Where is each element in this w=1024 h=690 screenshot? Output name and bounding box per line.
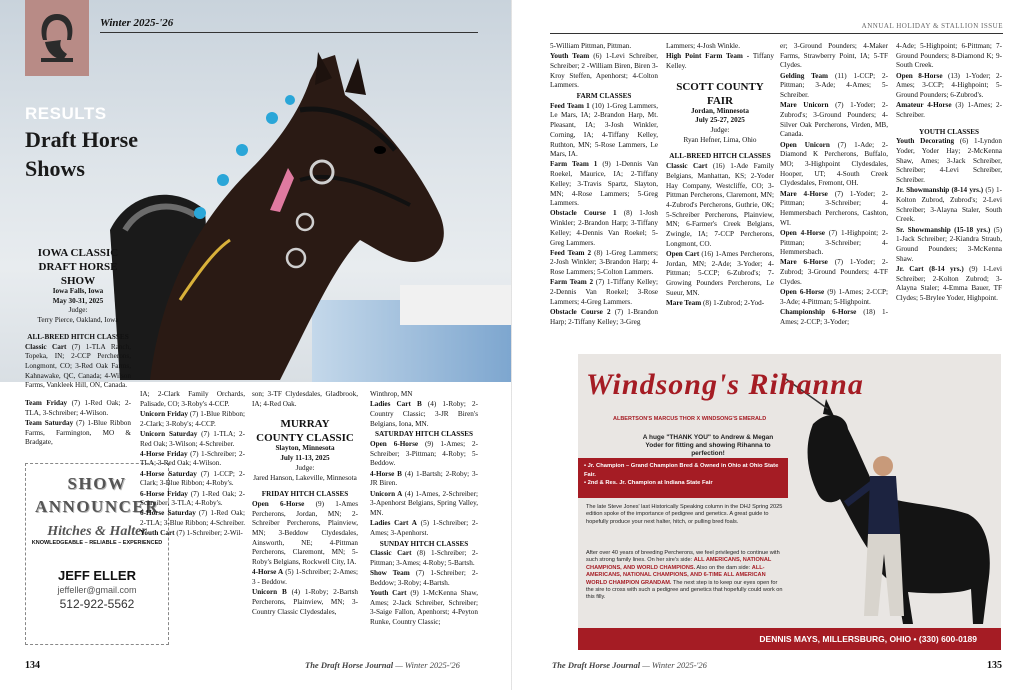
results-column-1: [550, 42, 658, 328]
article-title-line-2: Shows: [25, 156, 85, 181]
page-number: 135: [987, 660, 1002, 671]
result-entry: Lammers; 4-Josh Winkle.: [666, 42, 741, 50]
result-entry: Mare Unicorn (7) 1-Yoder; 2-Zubrod's; 3-Ground Pounders; 4-Silver Oak Percherons, Virden, MB, Canada.: [780, 101, 888, 139]
section-heading: SUNDAY HITCH CLASSES: [379, 539, 469, 548]
show-name-line-2: COUNTY CLASSIC: [256, 432, 354, 445]
result-entry: Obstacle Course 1 (8) 1-Josh Winkler; 2-Brandon Harp; 3-Tiffany Kelley; 4-Dennis Van Roekel; 5-Greg Lammers.: [550, 209, 658, 247]
ad-line-1: SHOW: [67, 474, 127, 493]
results-column-2: [666, 42, 774, 309]
ad-name: JEFF ELLER: [57, 568, 136, 583]
result-entry: son; 3-TF Clydesdales, Gladbrook, IA; 4-Red Oak.: [252, 390, 358, 408]
result-entry: Amateur 4-Horse (3) 1-Ames; 2-Schreiber.: [896, 101, 1002, 119]
ad-line-2: ANNOUNCER: [35, 497, 159, 516]
result-entry: Mare 6-Horse (7) 1-Yoder; 2-Zubrod; 3-Ground Pounders; 4-TF Clydes.: [780, 258, 889, 286]
show-dates: May 30-31, 2025: [52, 296, 104, 305]
show-name-line-1: IOWA CLASSIC: [37, 247, 119, 259]
section-kicker: RESULTS: [25, 104, 107, 123]
section-heading: SATURDAY HITCH CLASSES: [375, 430, 473, 439]
issue-header: Winter 2025-'26: [100, 17, 478, 33]
result-entry: Classic Cart (8) 1-Schreiber; 2-Pittman; 3-Ames; 4-Roby; 5-Bartsh.: [370, 549, 478, 567]
result-entry: Open Unicorn (7) 1-Ade; 2-Diamond K Percherons, Buffalo, MO; 3-Highpoint Clydesdales, Hooper, UT; 4-South Creek Clydesdales, Fremont, OH.: [780, 140, 889, 188]
page-number: 134: [25, 660, 40, 671]
result-entry: 6-Horse Friday (7) 1-Red Oak; 2-Schreiber; 3-TLA; 4-Roby's.: [140, 489, 245, 508]
result-entry: 4-Ade; 5-Highpoint; 6-Pittman; 7-Ground Pounders; 8-Diamond K; 9-South Creek.: [896, 42, 1002, 70]
result-entry: 4-Horse Friday (7) 1-Schreiber; 2-TLA; 3-Red Oak; 4-Wilson.: [140, 449, 245, 468]
judge-label: Judge:: [710, 126, 730, 135]
result-entry: Youth Decorating (6) 1-Lyndon Yoder, Yoder Hay; 2-McKenna Shaw, Ames; 3-Jack Schreiber, Schreiber; 4-Levi Schreiber, Schreiber.: [896, 137, 1002, 185]
result-entry: Open 6-Horse (9) 1-Ames; 2-CCP; 3-Ade; 4-Pittman; 5-Highpoint.: [780, 288, 889, 306]
ad-award-1: • Jr. Champion – Grand Champion Bred & Owned in Ohio at Ohio State Fair.: [584, 463, 779, 478]
journal-footer: The Draft Horse Journal — Winter 2025-'26: [552, 660, 707, 670]
result-entry: Feed Team 2 (8) 1-Greg Lammers; 2-Josh Winkler; 3-Brandon Harp; 4-Rose Lammers; 5-Colton Lammers.: [550, 248, 658, 277]
judge-name: Jared Hanson, Lakeville, Minnesota: [253, 473, 357, 482]
results-column-4: [370, 390, 478, 628]
result-entry: er; 3-Ground Pounders; 4-Maker Farms, Strawberry Point, IA; 5-TF Clydes.: [780, 42, 888, 70]
results-column-3: [780, 42, 888, 328]
show-name-line-1: MURRAY: [280, 418, 330, 431]
result-entry: Open 6-Horse (9) 1-Ames; 2-Schreiber; 3-Pittman; 4-Roby; 5-Beddow.: [370, 440, 478, 468]
result-entry: Classic Cart (7) 1-TLA Ranch, Topeka, IN; 2-CCP Percherons, Longmont, CO; 3-Red Oak Farms, Kahnawake, QC, Canada; 4-Wilson Farms, Vankleek Hill, ON, Canada.: [25, 342, 131, 390]
result-entry: Show Team (7) 1-Schreiber; 2-Beddow; 3-Roby; 4-Bartsh.: [370, 569, 478, 587]
show-name-line-2: DRAFT HORSE: [38, 261, 118, 273]
article-title: [25, 125, 138, 183]
result-entry: Jr. Showmanship (8-14 yrs.) (5) 1-Kolton Zubrod, Zubrod's; 2-Levi Schreiber; 3-Alayna Staler, South Creek.: [896, 186, 1002, 224]
result-entry: Feed Team 1 (10) 1-Greg Lammers, Le Mars, IA; 2-Brandon Harp, Mt. Pleasant, IA; 3-Josh Winkler, Corning, IA; 4-Tiffany Kelley, Ruthton, MN; 5-Rose Lammers, Le Mars, IA.: [550, 101, 658, 159]
judge-label: Judge:: [68, 306, 88, 315]
ad-subtitle: ALBERTSON'S MARCUS THOR X WINDSONG'S EMERALD: [613, 416, 767, 422]
result-entry: Youth Cart (7) 1-Schreiber; 2-Wil-: [140, 529, 243, 538]
section-heading: ALL-BREED HITCH CLASSES: [669, 152, 771, 161]
result-entry: Farm Team 1 (9) 1-Dennis Van Roekel, Maurice, IA; 2-Tiffany Kelley; 3-Travis Spartz, Slayton, MN; 4-Rose Lammers; 5-Greg Lammers.: [550, 160, 658, 208]
magazine-logo: [25, 0, 89, 76]
show-name-line-1: SCOTT COUNTY: [676, 80, 764, 93]
result-entry: Open 6-Horse (9) 1-Ames Percherons, Jordan, MN; 2-Schreiber Percherons, Plainview, MN; 3-Beddow Clydesdales, Ainsworth, NE; 4-Pittman Percherons, Claremont, MN; 5-Roby's Belgians, Rockwell City, IA.: [252, 499, 359, 567]
results-column-2: [140, 390, 245, 540]
result-entry: Unicorn A (4) 1-Ames, 2-Schreiber; 3-Apenhorst Belgians, Spring Valley, MN.: [370, 489, 478, 517]
result-entry: Open 4-Horse (7) 1-Highpoint; 2-Pittman; 3-Schreiber; 4-Hemmersbach.: [780, 228, 888, 257]
section-heading: FARM CLASSES: [576, 92, 632, 101]
issue-header: ANNUAL HOLIDAY & STALLION ISSUE: [550, 22, 1003, 34]
result-entry: 5-William Pittman, Pittman.: [550, 42, 632, 50]
result-entry: Unicorn B (4) 1-Roby; 2-Bartsh Percherons, Plainview, MN; 3-Country Classic Clydesdales,: [252, 588, 358, 616]
result-entry: Open 8-Horse (13) 1-Yoder; 2-Ames; 3-CCP; 4-Highpoint; 5-Ground Pounders; 6-Zubrod's.: [896, 71, 1002, 100]
results-column-4: [896, 42, 1002, 304]
result-entry: Team Saturday (7) 1-Blue Ribbon Farms, Farmington, MO & Bradgate,: [25, 418, 131, 447]
result-entry: Championship 6-Horse (18) 1-Ames; 2-CCP; 3-Yoder;: [780, 307, 888, 326]
show-location: Jordan, Minnesota: [691, 106, 749, 115]
show-name-line-3: SHOW: [60, 275, 96, 287]
article-title-line-1: Draft Horse: [25, 127, 139, 152]
ad-body-2: After over 40 years of breeding Percherons, we feel privileged to continue with such strong family lines. On her sire's side: ALL AMERICANS, NATIONAL CHAMPIONS, AND WORLD CHAMPIONS. Also on the dam side: ALL-AMERICANS, NATIONAL CHAMPIONS, AND 6-TIME ALL AMERICAN WORLD CHAMPION GRANDAM. The next step is to keep our eyes open for the sire to cross with such a pedigree and genetics that hopefully could work on this filly.: [586, 550, 783, 601]
ad-award-2: • 2nd & Res. Jr. Champion at Indiana State Fair: [584, 480, 713, 486]
judge-name: Terry Pierce, Oakland, Iowa: [37, 316, 119, 325]
result-entry: Ladies Cart A (5) 1-Schreiber; 2-Ames; 3-Apenhorst.: [370, 519, 478, 537]
result-entry: 4-Horse B (4) 1-Bartsh; 2-Roby; 3-JR Biren.: [370, 469, 478, 488]
show-location: Slayton, Minnesota: [275, 444, 335, 453]
result-entry: Ladies Cart B (4) 1-Roby; 2-Country Classic; 3-JR Biren's Belgians, Iona, MN.: [370, 400, 478, 428]
horse-logo-icon: [33, 8, 81, 68]
ad-awards-banner: [578, 458, 788, 498]
journal-footer: The Draft Horse Journal — Winter 2025-'26: [305, 660, 460, 670]
result-entry: Unicorn Saturday (7) 1-TLA; 2-Red Oak; 3-Wilson; 4-Schreiber.: [140, 429, 246, 448]
section-heading: YOUTH CLASSES: [918, 127, 980, 136]
ad-tagline: KNOWLEDGEABLE – RELIABLE – EXPERIENCED: [31, 540, 163, 546]
result-entry: Jr. Cart (8-14 yrs.) (9) 1-Levi Schreiber; 2-Kolton Zubrod; 3-Alayna Staler; 4-Emma Bauer, TF Clydes; 5-Brylee Yoder, Highpoint.: [896, 264, 1002, 303]
show-name-line-2: FAIR: [706, 94, 734, 107]
ad-script: Hitches & Halter: [47, 524, 147, 539]
result-entry: Mare Team (8) 1-Zubrod; 2-Yod-: [666, 298, 765, 307]
result-entry: Classic Cart (16) 1-Ade Family Belgians, Manhattan, KS; 2-Yoder Hay Company, Westcliffe, CO; 3-Pittman Percherons, Claremont, MN; 4-Zubrod's Percherons, Guthrie, OK; 5-Schreiber Percherons, Plainview, MN; 6-Farmer's Creek Belgians, Zwingle, IA; 7-CCP Percherons, Longmont, CO.: [666, 162, 774, 248]
show-dates: July 25-27, 2025: [695, 116, 745, 125]
ad-email[interactable]: jeffeller@gmail.com: [57, 585, 137, 595]
result-entry: Team Friday (7) 1-Red Oak; 2-TLA, 3-Schreiber; 4-Wilson.: [25, 399, 131, 417]
result-entry: Open Cart (16) 1-Ames Percherons, Jordan, MN; 2-Ade; 3-Yoder; 4-Pittman; 5-CCP; 6-Zubrod's; 7-Growing Pounders Percherons, Le Sueur, MN.: [666, 249, 774, 297]
result-entry: Mare 4-Horse (7) 1-Yoder; 2-Pittman; 3-Schreiber; 4-Hemmersbach Percherons, Cashton, WI.: [780, 189, 889, 227]
windsongs-rihanna-ad: [578, 354, 1001, 650]
result-entry: 6-Horse Saturday (7) 1-Red Oak; 2-TLA; 3-Blue Ribbon; 4-Schreiber.: [140, 509, 245, 528]
section-heading: ALL-BREED HITCH CLASSES: [27, 332, 129, 341]
section-heading: FRIDAY HITCH CLASSES: [261, 490, 349, 499]
results-column-3: [252, 390, 358, 618]
ad-phone: 512-922-5562: [59, 597, 135, 611]
judge-label: Judge:: [295, 463, 315, 472]
result-entry: Farm Team 2 (7) 1-Tiffany Kelley; 2-Dennis Van Roekel; 3-Rose Lammers; 4-Greg Lammers.: [550, 278, 658, 306]
judge-name: Ryan Hefner, Lima, Ohio: [683, 135, 757, 144]
result-entry: Obstacle Course 2 (7) 1-Brandon Harp; 2-Tiffany Kelley; 3-Greg: [550, 307, 658, 326]
result-entry: Youth Cart (9) 1-McKenna Shaw, Ames; 2-Jack Schreiber, Schreiber; 3-Saige Fallon, Apenhorst; 4-Peyton Runke, Country Classic;: [370, 589, 478, 627]
show-location: Iowa Falls, Iowa: [52, 287, 104, 295]
result-entry: 4-Horse A (5) 1-Schreiber; 2-Ames; 3 - Beddow.: [252, 568, 358, 587]
result-entry: Gelding Team (11) 1-CCP; 2-Pittman; 3-Ade; 4-Ames; 5-Schreiber.: [780, 71, 889, 100]
result-entry: 4-Horse Saturday (7) 1-CCP; 2-Clark; 3-Blue Ribbon; 4-Roby's.: [140, 469, 245, 488]
result-entry: Unicorn Friday (7) 1-Blue Ribbon; 2-Clark; 3-Roby's; 4-CCP.: [140, 409, 246, 428]
result-entry: Youth Team (6) 1-Levi Schreiber, Schreiber; 2 -William Biren, Biren 3-Kroy Steffen, Apenhorst; 4-Colton Lammers.: [550, 52, 658, 90]
ad-body-1: The late Steve Jones' last Historically Speaking column in the DHJ Spring 2025 edition spoke of the importance of pedigree and genetics. A great guide to hopefully produce your next halter, hitch, or pulling bred foals.: [586, 504, 783, 525]
result-entry: IA; 2-Clark Family Orchards, Palisade, CO; 3-Roby's 4-CCP.: [140, 390, 245, 408]
ad-thanks: A huge "THANK YOU" to Andrew & Megan Yoder for fitting and showing Rihanna to perfection!: [642, 434, 774, 457]
ad-contact-footer: DENNIS MAYS, MILLERSBURG, OHIO • (330) 600-0189: [578, 628, 1001, 650]
ad-title: Windsong's Rihanna: [586, 368, 864, 401]
show-dates: July 11-13, 2025: [280, 454, 330, 463]
result-entry: Winthrop, MN: [370, 390, 413, 398]
result-entry: Sr. Showmanship (15-18 yrs.) (5) 1-Jack Schreiber; 2-Kiandra Straub, Ground Pounders; 3-McKenna Shaw.: [896, 225, 1002, 263]
results-column-1: [25, 245, 131, 449]
right-page: [512, 0, 1024, 690]
result-entry: High Point Farm Team - Tiffany Kelley.: [666, 52, 774, 70]
